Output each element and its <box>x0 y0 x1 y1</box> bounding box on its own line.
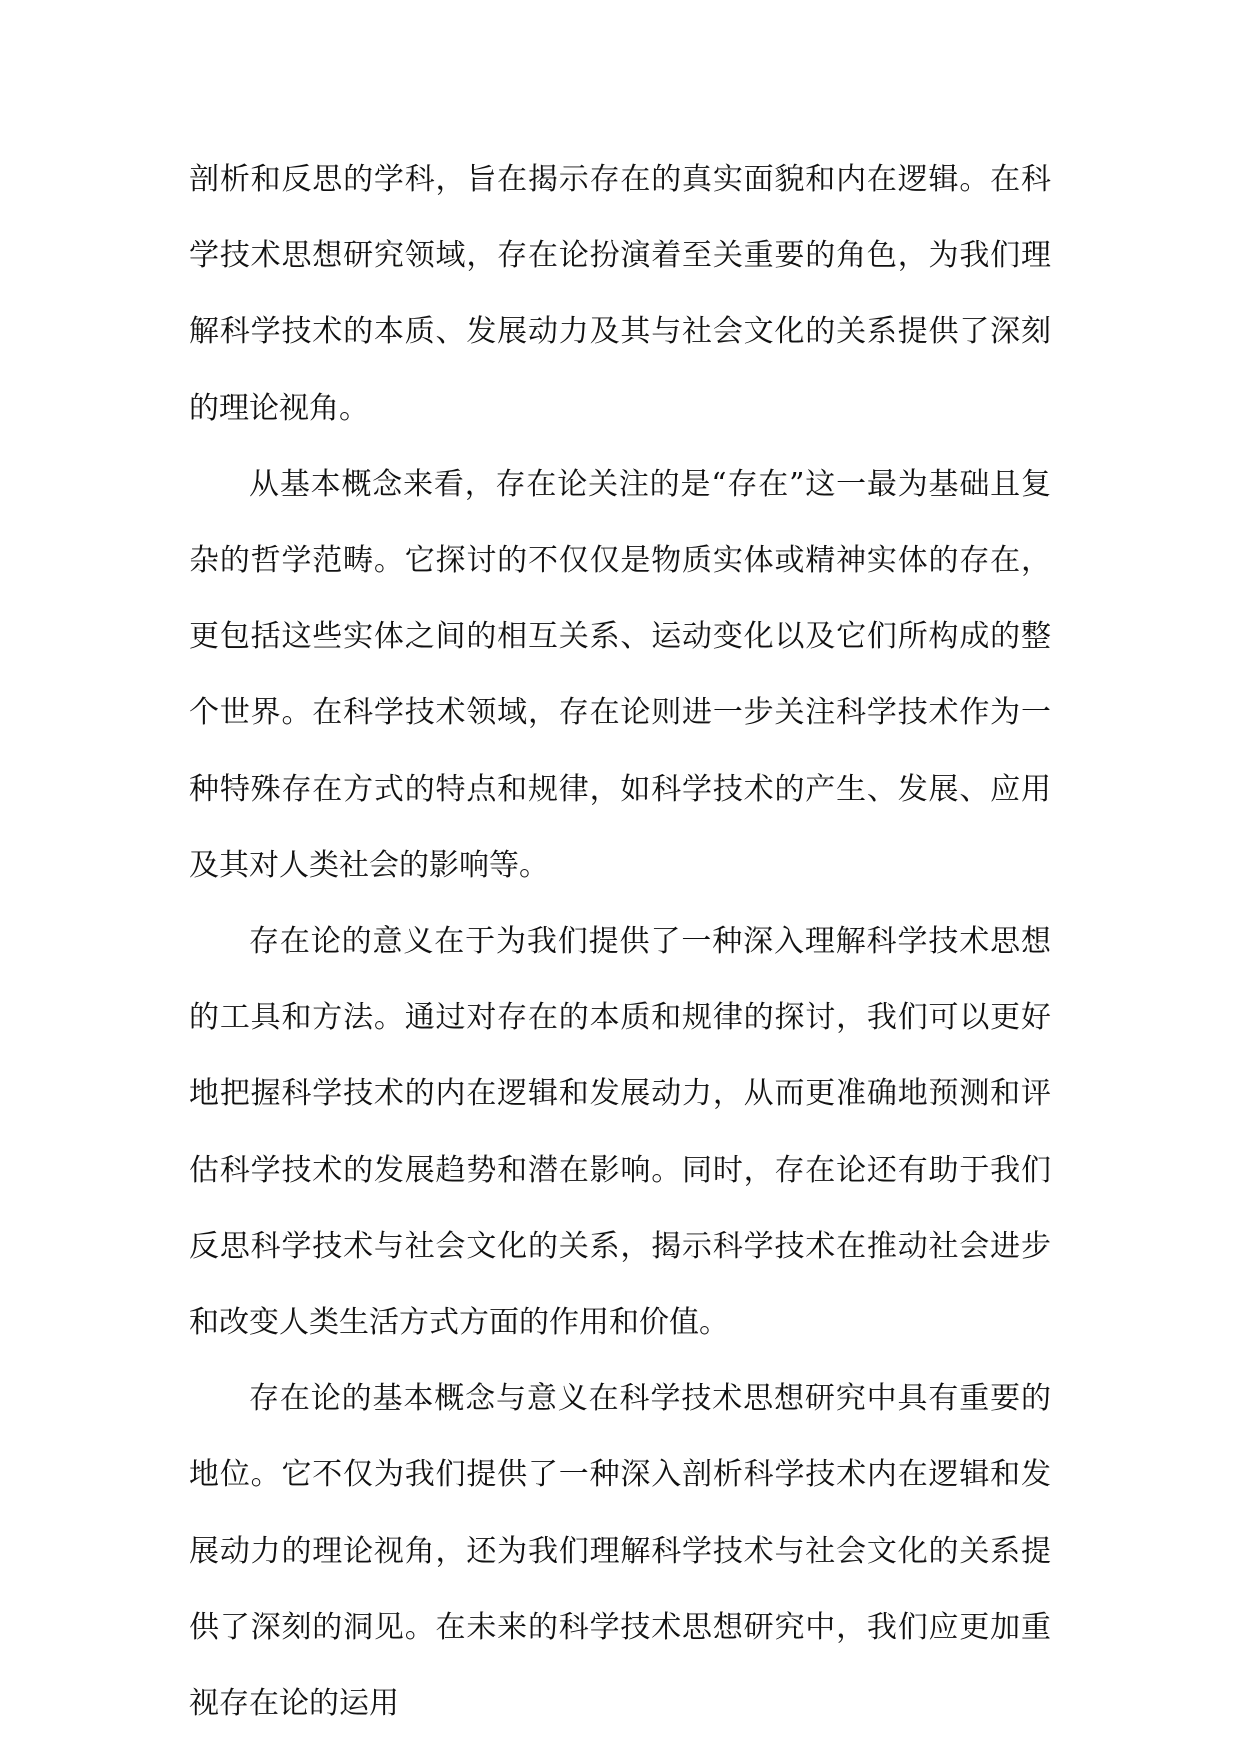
body-text <box>189 142 1051 1742</box>
paragraph-significance: 存在论的意义在于为我们提供了一种深入理解科学技术思想的工具和方法。通过对存在的本质和规律的探讨，我们可以更好地把握科学技术的内在逻辑和发展动力，从而更准确地预测和评估科学技术的发展趋势和潜在影响。同时，存在论还有助于我们反思科学技术与社会文化的关系，揭示科学技术在推动社会进步和改变人类生活方式方面的作用和价值。 <box>189 924 1051 1341</box>
paragraph-continued: 剖析和反思的学科，旨在揭示存在的真实面貌和内在逻辑。在科学技术思想研究领域，存在论扮演着至关重要的角色，为我们理解科学技术的本质、发展动力及其与社会文化的关系提供了深刻的理论视角。 <box>189 162 1051 426</box>
paragraph-basic-concept: 从基本概念来看，存在论关注的是“存在”这一最为基础且复杂的哲学范畴。它探讨的不仅仅是物质实体或精神实体的存在，更包括这些实体之间的相互关系、运动变化以及它们所构成的整个世界。在科学技术领域，存在论则进一步关注科学技术作为一种特殊存在方式的特点和规律，如科学技术的产生、发展、应用及其对人类社会的影响等。 <box>189 466 1051 883</box>
paragraph-conclusion: 存在论的基本概念与意义在科学技术思想研究中具有重要的地位。它不仅为我们提供了一种深入剖析科学技术内在逻辑和发展动力的理论视角，还为我们理解科学技术与社会文化的关系提供了深刻的洞见。在未来的科学技术思想研究中，我们应更加重视存在论的运用 <box>189 1381 1051 1722</box>
